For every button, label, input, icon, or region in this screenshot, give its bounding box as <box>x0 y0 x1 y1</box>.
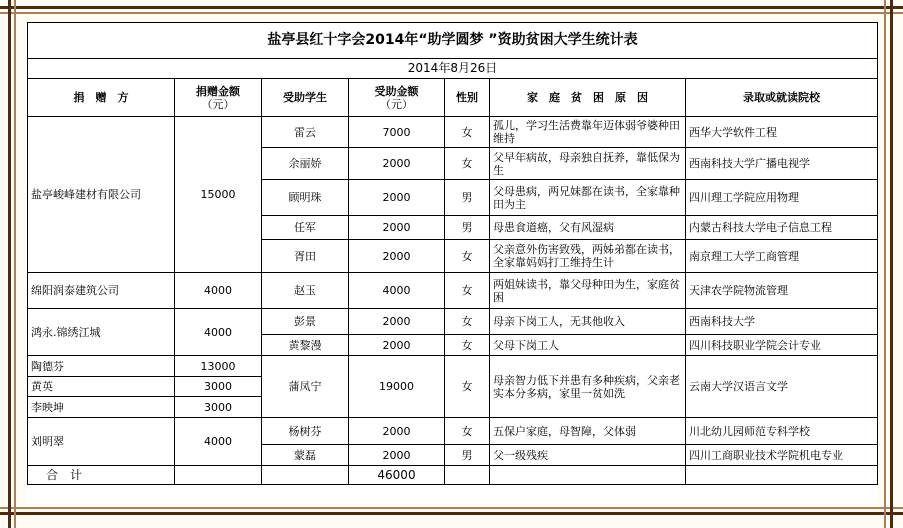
total-empty-cell <box>445 466 490 485</box>
aid-statistics-table <box>27 22 878 485</box>
donor-name: 鸿永.锦绣江城 <box>28 309 175 356</box>
frame-bottom-line-inner <box>0 507 903 509</box>
gender: 女 <box>445 335 490 356</box>
student-name: 雷云 <box>262 117 349 148</box>
frame-right-line <box>890 0 893 528</box>
header-donor: 捐 赠 方 <box>28 79 175 117</box>
header-gender: 性别 <box>445 79 490 117</box>
gender: 女 <box>445 273 490 309</box>
poverty-reason: 母患食道癌，父有风湿病 <box>490 216 686 240</box>
school: 云南大学汉语言文学 <box>686 356 878 418</box>
total-label: 合 计 <box>28 466 175 485</box>
school: 天津农学院物流管理 <box>686 273 878 309</box>
student-name: 任军 <box>262 216 349 240</box>
donor-amount: 3000 <box>175 377 262 397</box>
aid-amount: 2000 <box>349 240 445 273</box>
school: 南京理工大学工商管理 <box>686 240 878 273</box>
frame-right-line-inner <box>884 0 886 528</box>
poverty-reason: 父一级残疾 <box>490 445 686 466</box>
donor-name: 黄英 <box>28 377 175 397</box>
donor-amount: 4000 <box>175 418 262 466</box>
aid-amount: 19000 <box>349 356 445 418</box>
poverty-reason: 母亲智力低下并患有多种疾病，父亲老实本分多病，家里一贫如洗 <box>490 356 686 418</box>
school: 四川工商职业技术学院机电专业 <box>686 445 878 466</box>
table-row <box>28 356 878 377</box>
header-student: 受助学生 <box>262 79 349 117</box>
total-empty-cell <box>490 466 686 485</box>
school: 内蒙古科技大学电子信息工程 <box>686 216 878 240</box>
student-name: 彭景 <box>262 309 349 335</box>
header-donation-amount <box>175 79 262 117</box>
total-amount: 46000 <box>349 466 445 485</box>
frame-left-line <box>8 0 11 528</box>
donor-amount: 3000 <box>175 397 262 418</box>
poverty-reason: 孤儿，学习生活费靠年迈体弱爷婆种田维持 <box>490 117 686 148</box>
table-row <box>28 418 878 445</box>
header-aid-amount <box>349 79 445 117</box>
table-title: 盐亭县红十字会2014年“助学圆梦 ”资助贫困大学生统计表 <box>28 23 878 59</box>
table-row <box>28 273 878 309</box>
school: 西南科技大学广播电视学 <box>686 148 878 180</box>
school: 西华大学软件工程 <box>686 117 878 148</box>
donor-amount: 4000 <box>175 273 262 309</box>
student-name: 胥田 <box>262 240 349 273</box>
aid-amount: 7000 <box>349 117 445 148</box>
header-donation-amount-line2: （元） <box>201 97 235 111</box>
poverty-reason: 父亲意外伤害致残，两姊弟都在读书，全家靠妈妈打工维持生计 <box>490 240 686 273</box>
aid-amount: 2000 <box>349 309 445 335</box>
gender: 女 <box>445 240 490 273</box>
total-row <box>28 466 878 485</box>
total-empty-cell <box>262 466 349 485</box>
poverty-reason: 两姐妹读书，靠父母种田为生，家庭贫困 <box>490 273 686 309</box>
donor-amount: 13000 <box>175 356 262 377</box>
gender: 男 <box>445 445 490 466</box>
header-school: 录取或就读院校 <box>686 79 878 117</box>
aid-amount: 2000 <box>349 216 445 240</box>
gender: 女 <box>445 309 490 335</box>
aid-amount: 2000 <box>349 148 445 180</box>
gender: 女 <box>445 148 490 180</box>
poverty-reason: 母亲下岗工人，无其他收入 <box>490 309 686 335</box>
student-name: 杨树芬 <box>262 418 349 445</box>
student-name: 赵玉 <box>262 273 349 309</box>
frame-bottom-line <box>0 512 903 515</box>
gender: 女 <box>445 117 490 148</box>
header-row <box>28 79 878 117</box>
school: 西南科技大学 <box>686 309 878 335</box>
total-empty-cell <box>175 466 262 485</box>
poverty-reason: 五保户家庭，母智障，父体弱 <box>490 418 686 445</box>
header-aid-amount-line1: 受助金额 <box>374 84 419 98</box>
aid-amount: 2000 <box>349 445 445 466</box>
frame-left-line-inner <box>14 0 16 528</box>
donor-name: 刘明翠 <box>28 418 175 466</box>
donor-name: 李映坤 <box>28 397 175 418</box>
school: 川北幼儿园师范专科学校 <box>686 418 878 445</box>
header-donation-amount-line1: 捐赠金额 <box>196 84 240 98</box>
total-empty-cell <box>686 466 878 485</box>
poverty-reason: 父母下岗工人 <box>490 335 686 356</box>
donor-name: 盐亭峻峰建材有限公司 <box>28 117 175 273</box>
gender: 男 <box>445 180 490 216</box>
gender: 男 <box>445 216 490 240</box>
table-row <box>28 309 878 335</box>
aid-amount: 2000 <box>349 418 445 445</box>
donor-amount: 4000 <box>175 309 262 356</box>
donor-name: 绵阳润泰建筑公司 <box>28 273 175 309</box>
student-name: 蒲凤宁 <box>262 356 349 418</box>
poverty-reason: 父母患病，两兄妹都在读书，全家靠种田为主 <box>490 180 686 216</box>
poverty-reason: 父早年病故，母亲独自抚养，靠低保为生 <box>490 148 686 180</box>
student-name: 黄黎漫 <box>262 335 349 356</box>
table-date: 2014年8月26日 <box>28 59 878 79</box>
school: 四川理工学院应用物理 <box>686 180 878 216</box>
student-name: 顾明珠 <box>262 180 349 216</box>
aid-amount: 2000 <box>349 335 445 356</box>
spreadsheet <box>27 22 877 504</box>
student-name: 蒙磊 <box>262 445 349 466</box>
school: 四川科技职业学院会计专业 <box>686 335 878 356</box>
header-reason: 家 庭 贫 困 原 因 <box>490 79 686 117</box>
gender: 女 <box>445 356 490 418</box>
aid-amount: 4000 <box>349 273 445 309</box>
donor-name: 陶德芬 <box>28 356 175 377</box>
header-aid-amount-line2: （元） <box>380 97 413 111</box>
gender: 女 <box>445 418 490 445</box>
frame-top-line-inner <box>0 12 903 14</box>
frame-top-line <box>0 6 903 9</box>
aid-amount: 2000 <box>349 180 445 216</box>
donor-amount: 15000 <box>175 117 262 273</box>
student-name: 余丽娇 <box>262 148 349 180</box>
table-row <box>28 117 878 148</box>
